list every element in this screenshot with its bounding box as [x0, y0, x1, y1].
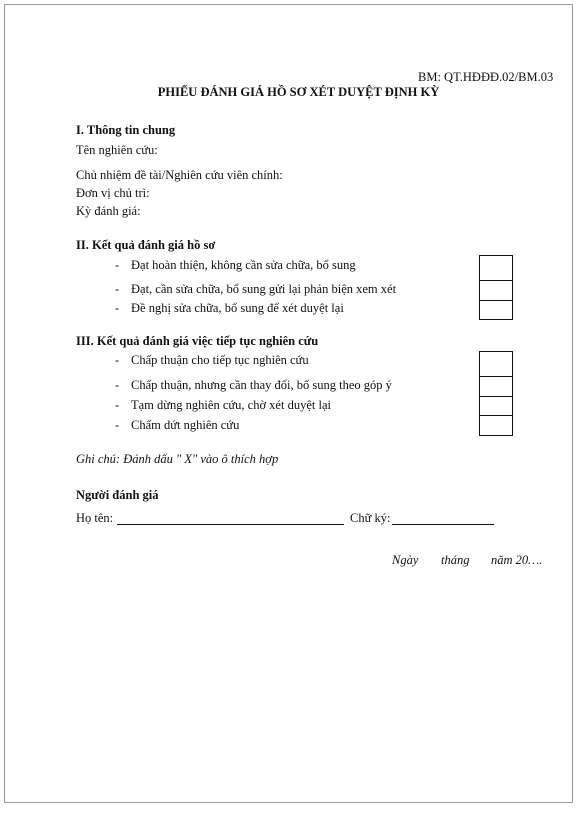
option-3-2-label: Chấp thuận, nhưng cần thay đổi, bổ sung theo góp ý [131, 378, 392, 392]
document-page [4, 4, 573, 803]
checkbox-3-3[interactable] [479, 396, 513, 416]
section-3-heading: III. Kết quả đánh giá việc tiếp tục nghiên cứu [76, 334, 319, 348]
date-year: năm 20…. [491, 553, 543, 567]
checkbox-2-1[interactable] [479, 255, 513, 281]
option-2-2: - Đạt, cần sửa chữa, bổ sung gửi lại phản biện xem xét [115, 282, 397, 296]
option-2-2-label: Đạt, cần sửa chữa, bổ sung gửi lại phản biện xem xét [131, 282, 397, 296]
option-2-1-label: Đạt hoàn thiện, không cần sửa chữa, bổ sung [131, 258, 356, 272]
field-research-name: Tên nghiên cứu: [76, 143, 158, 157]
evaluator-heading: Người đánh giá [76, 488, 159, 502]
option-3-3-label: Tạm dừng nghiên cứu, chờ xét duyệt lại [131, 398, 331, 412]
field-evaluation-period: Kỳ đánh giá: [76, 204, 141, 218]
checkbox-2-3[interactable] [479, 300, 513, 320]
date-month: tháng [441, 553, 470, 567]
option-3-3: - Tạm dừng nghiên cứu, chờ xét duyệt lại [115, 398, 331, 412]
checkbox-3-4[interactable] [479, 415, 513, 436]
option-3-2: - Chấp thuận, nhưng cần thay đổi, bổ sung theo góp ý [115, 378, 392, 392]
name-label: Họ tên: [76, 511, 114, 525]
option-2-3-label: Đề nghị sửa chữa, bổ sung để xét duyệt lại [131, 301, 344, 315]
note-text: Ghi chú: Đánh dấu " X" vào ô thích hợp [76, 452, 279, 466]
section-1-heading: I. Thông tin chung [76, 123, 176, 137]
option-2-1: - Đạt hoàn thiện, không cần sửa chữa, bổ sung [115, 258, 356, 272]
date-day: Ngày [392, 553, 419, 567]
form-code: BM: QT.HĐĐĐ.02/BM.03 [418, 70, 554, 84]
checkbox-3-2[interactable] [479, 376, 513, 397]
signature-line[interactable] [392, 524, 494, 525]
option-3-1: - Chấp thuận cho tiếp tục nghiên cứu [115, 353, 309, 367]
field-host-unit: Đơn vị chủ trì: [76, 186, 150, 200]
form-title: PHIẾU ĐÁNH GIÁ HỒ SƠ XÉT DUYỆT ĐỊNH KỲ [157, 85, 440, 99]
option-3-4: - Chấm dứt nghiên cứu [115, 418, 240, 432]
option-3-1-label: Chấp thuận cho tiếp tục nghiên cứu [131, 353, 309, 367]
option-3-4-label: Chấm dứt nghiên cứu [131, 418, 240, 432]
signature-label: Chữ ký: [350, 511, 391, 525]
option-2-3: - Đề nghị sửa chữa, bổ sung để xét duyệt lại [115, 301, 344, 315]
name-line[interactable] [117, 524, 344, 525]
section-2-heading: II. Kết quả đánh giá hồ sơ [76, 238, 216, 252]
checkbox-2-2[interactable] [479, 280, 513, 301]
field-principal-investigator: Chủ nhiệm đề tài/Nghiên cứu viên chính: [76, 168, 283, 182]
checkbox-3-1[interactable] [479, 351, 513, 377]
